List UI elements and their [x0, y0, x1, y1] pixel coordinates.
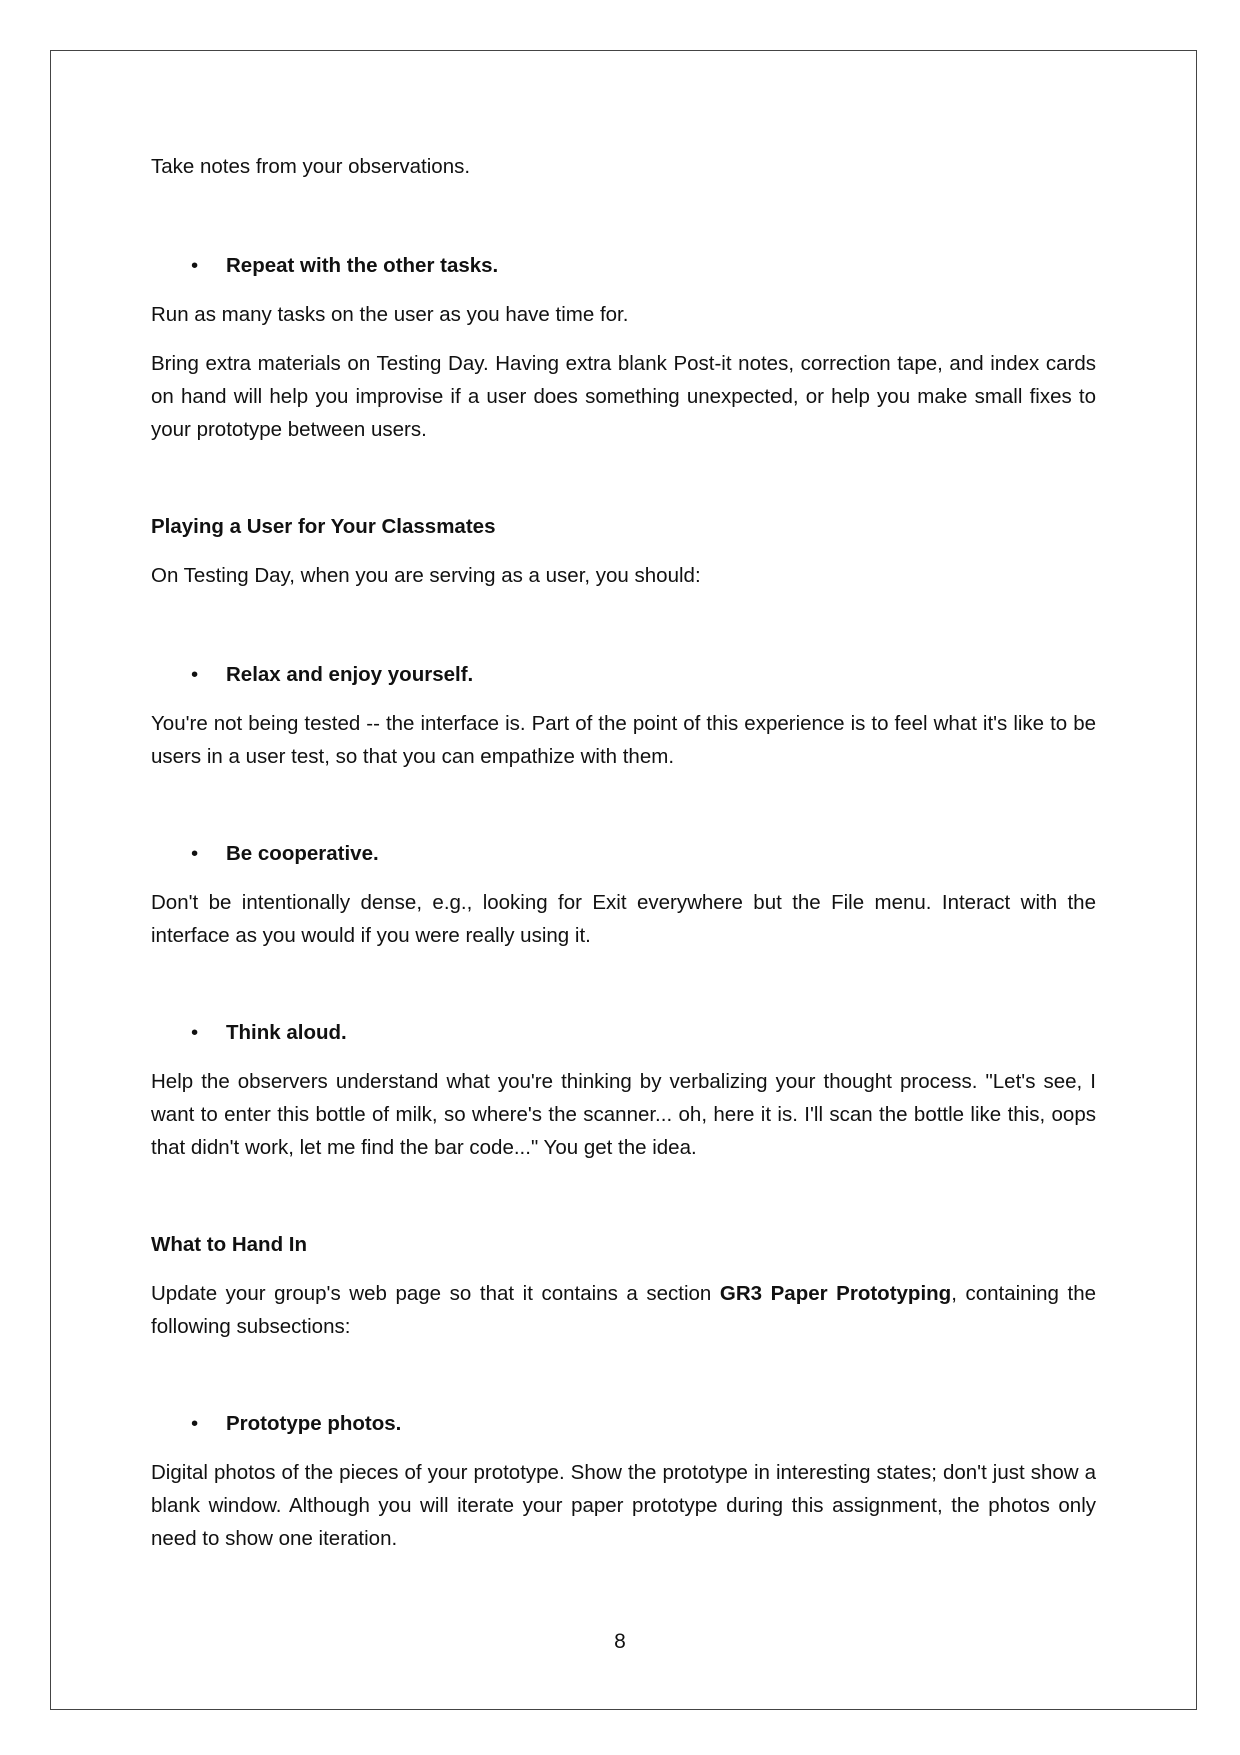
bullet-repeat-tasks: • Repeat with the other tasks.	[151, 249, 1096, 282]
paragraph-digital-photos: Digital photos of the pieces of your prototype. Show the prototype in interesting states; don't just show a blank window. Although you will iterate your paper prototype during this assignment, the photos only need to show one iteration.	[151, 1461, 1096, 1550]
heading-playing-user: Playing a User for Your Classmates	[151, 515, 496, 538]
paragraph-not-tested: You're not being tested -- the interface is. Part of the point of this experience is to feel what it's like to be users in a user test, so that you can empathize with them.	[151, 712, 1096, 768]
bullet-dot-icon: •	[191, 1412, 199, 1435]
paragraph-run-tasks: Run as many tasks on the user as you have time for.	[151, 303, 629, 326]
bullet-dot-icon: •	[191, 663, 199, 686]
bullet-think-aloud: • Think aloud.	[151, 1016, 1096, 1049]
bold-section-name: GR3 Paper Prototyping	[719, 1282, 952, 1305]
paragraph-extra-materials: Bring extra materials on Testing Day. Having extra blank Post-it notes, correction tape, and index cards on hand will help you improvise if a user does something unexpected, or help you make small fixes to your prototype between users.	[151, 352, 1096, 441]
bullet-dot-icon: •	[191, 254, 199, 277]
bullet-relax: • Relax and enjoy yourself.	[151, 658, 1096, 691]
paragraph-testing-day: On Testing Day, when you are serving as a user, you should:	[151, 564, 701, 587]
bullet-dot-icon: •	[191, 1021, 199, 1044]
bullet-cooperative: • Be cooperative.	[151, 837, 1096, 870]
bullet-prototype-photos: • Prototype photos.	[151, 1407, 1096, 1440]
document-body	[151, 150, 1096, 1555]
paragraph-dont-be-dense: Don't be intentionally dense, e.g., looking for Exit everywhere but the File menu. Interact with the interface as you would if you were really using it.	[151, 891, 1096, 947]
bullet-dot-icon: •	[191, 842, 199, 865]
heading-hand-in: What to Hand In	[151, 1233, 308, 1256]
paragraph-update-web-page: Update your group's web page so that it contains a section GR3 Paper Prototyping, containing the following subsections:	[151, 1282, 1097, 1338]
paragraph-take-notes: Take notes from your observations.	[151, 155, 471, 178]
page-number: 8	[614, 1630, 626, 1653]
paragraph-help-observers: Help the observers understand what you're thinking by verbalizing your thought process. "Let's see, I want to enter this bottle of milk, so where's the scanner... oh, here it is. I'll scan the bottle like this, oops that didn't work, let me find the bar code..." You get the idea.	[151, 1070, 1096, 1159]
